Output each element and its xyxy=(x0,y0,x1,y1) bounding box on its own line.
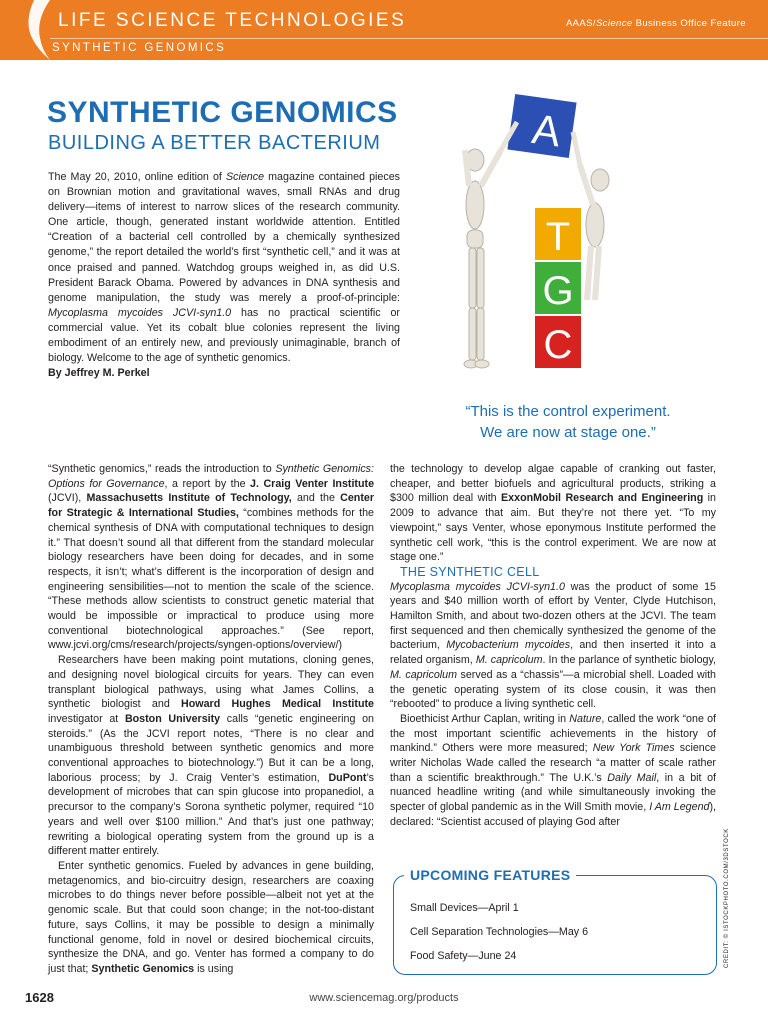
body-text: ), declared: “Scientist accused of playing God after xyxy=(390,801,716,828)
org-name: J. Craig Venter Institute xyxy=(250,477,375,490)
header-divider xyxy=(50,38,768,39)
body-text: Enter synthetic genomics. Fueled by advances in gene building, metagenomics, and bio-circuitry design, researchers are coaxing microbes to do things never before possible—albeit not yet at the genomic scale. But that could soon change; in the not-too-distant future, says Collins, it may be possible to design a minimally functional genome, fold in novel or desired biochemical circuits, synthesize the DNA, and go. Venter has formed a company to do just that; xyxy=(48,859,374,975)
upcoming-features-title: UPCOMING FEATURES xyxy=(404,867,576,883)
species-name: M. capricolum xyxy=(390,668,458,681)
org-name: DuPont xyxy=(328,771,367,784)
body-text: , a report by the xyxy=(164,477,251,490)
body-text: “combines methods for the chemical synthesis of DNA with computational techniques to design it.” That doesn’t sound all that different from the standard molecular biology researchers have been doing for decades, and in some respects, it isn’t; what’s different is the incorporation of design and engineering sensibilities—not to mention the scale of the science. “These methods allow scientists to construct genetic material that would be impossible or impractical to produce using more conventional biotechnological approaches.” (See report, www.jcvi.org/cms/research/projects/syngen-options/overview/) xyxy=(48,507,374,652)
org-name: ExxonMobil Research and Engineering xyxy=(501,492,704,505)
article-intro xyxy=(48,170,400,381)
photo-credit: CREDIT: © ISTOCKPHOTO.COM/3DSTOCK xyxy=(724,828,730,968)
intro-text: magazine contained pieces on Brownian motion and gravitational waves, small RNAs and drug delivery—items of interest to narrow slices of the research community. One article, though, generated instant worldwide attention. Entitled “Creation of a bacterial cell controlled by a chemically synthesized genome,” the report detailed the world’s first “synthetic cell,” and it was at once praised and panned. Watchdog groups weighed in, as did U.S. President Barack Obama. Powered by advances in DNA synthesis and genome manipulation, the study was merely a proof-of-principle: xyxy=(48,171,400,304)
body-column-left xyxy=(48,462,374,977)
body-text: served as a “chassis”—a microbial shell. Loaded with the genetic operating system of its close cousin, it was then “rebooted” to produce a living synthetic cell. xyxy=(390,668,716,711)
upcoming-feature-item: Food Safety—June 24 xyxy=(410,950,517,962)
page-curl-graphic xyxy=(22,0,50,60)
page-number: 1628 xyxy=(25,990,54,1005)
org-name: Boston University xyxy=(124,712,221,725)
section-title: LIFE SCIENCE TECHNOLOGIES xyxy=(58,10,407,31)
mannequin-left xyxy=(464,122,517,368)
org-name: Center for Strategic & International Studies, xyxy=(48,492,374,520)
publication-name: Nature xyxy=(569,712,602,725)
block-a-letter: A xyxy=(529,104,564,156)
org-name: Synthetic Genomics xyxy=(91,962,195,975)
footer-url: www.sciencemag.org/products xyxy=(309,992,459,1004)
body-text: the technology to develop algae capable of cranking out faster, cheaper, and better biofuels and agricultural products, striking a $300 million deal with xyxy=(390,463,716,505)
body-paragraph xyxy=(390,462,716,565)
feature-label-journal: Science xyxy=(595,18,633,29)
body-text: , in a bit of nuanced headline writing (and while simultaneously invoking the specter of global pandemic as in the Will Smith movie, xyxy=(390,771,716,814)
section-header-band xyxy=(0,0,768,60)
body-text: calls “genetic engineering on steroids.” (As the JCVI report notes, “There is no clear and unambiguous threshold between synthetic genomics and more conventional approaches to biotechnology.”) But it can be a long, laborious process; by J. Craig Venter’s estimation, xyxy=(48,712,374,784)
species-name: Mycoplasma mycoides JCVI-syn1.0 xyxy=(390,580,565,593)
body-text: is using xyxy=(194,962,234,975)
feature-label-prefix: AAAS/ xyxy=(565,18,596,29)
body-text: was the product of some 15 years and $40 million worth of effort by Venter, Clyde Hutchison, Hamilton Smith, and about two-dozen others at the JCVI. The team first sequenced and then chemically synthesized the genome of the bacterium, xyxy=(390,580,716,652)
body-paragraph xyxy=(48,859,374,977)
block-g xyxy=(535,262,581,314)
feature-label-suffix: Business Office Feature xyxy=(632,18,746,29)
block-c-letter: C xyxy=(543,323,573,367)
subsection-label: SYNTHETIC GENOMICS xyxy=(52,42,227,54)
byline: By Jeffrey M. Perkel xyxy=(48,367,150,380)
upcoming-feature-item: Cell Separation Technologies—May 6 xyxy=(410,926,589,938)
publication-name: New York Times xyxy=(592,742,675,755)
publication-name: Daily Mail xyxy=(607,771,657,784)
mannequin-blocks-illustration xyxy=(455,90,615,390)
body-paragraph xyxy=(48,653,374,859)
species-name: Mycobacterium mycoides xyxy=(446,639,571,652)
intro-text: The May 20, 2010, online edition of xyxy=(48,171,226,183)
body-paragraph xyxy=(48,462,374,653)
org-name: Massachusetts Institute of Technology, xyxy=(86,492,292,505)
body-text: science writer Nicholas Wade called the research “a matter of scale rather than a scientific breakthrough.” The U.K.’s xyxy=(390,742,716,784)
block-t xyxy=(535,208,581,260)
body-text: , called the work “one of the most important scientific achievements in the history of mankind.” Others were more measured; xyxy=(390,712,717,755)
article-subtitle: BUILDING A BETTER BACTERIUM xyxy=(48,132,381,154)
upcoming-features-list xyxy=(410,896,588,968)
body-text: . In the parlance of synthetic biology, xyxy=(542,654,717,667)
body-column-right xyxy=(390,462,716,830)
intro-italic: Science xyxy=(226,171,265,183)
section-heading: THE SYNTHETIC CELL xyxy=(400,564,540,579)
pull-quote xyxy=(418,401,718,443)
species-name: M. capricolum xyxy=(475,654,543,667)
movie-title: I Am Legend xyxy=(649,801,710,814)
org-name: Howard Hughes Medical Institute xyxy=(181,698,374,711)
pull-quote-line: “This is the control experiment. xyxy=(465,403,671,420)
body-text: “Synthetic genomics,” reads the introduction to xyxy=(48,463,276,475)
body-text: Researchers have been making point mutations, cloning genes, and designing novel biological circuits for years. They can even transplant biological pathways, using what James Collins, a synthetic biologist and xyxy=(48,654,374,711)
pull-quote-line: We are now at stage one.” xyxy=(480,424,656,441)
block-c xyxy=(535,316,581,368)
block-t-letter: T xyxy=(545,215,571,259)
upcoming-features-box xyxy=(393,875,717,975)
body-paragraph xyxy=(390,712,716,830)
intro-paragraph xyxy=(48,170,400,366)
article-title: SYNTHETIC GENOMICS xyxy=(47,96,398,129)
body-text: and the xyxy=(291,492,341,505)
body-text: ’s development of microbes that can spin glucose into propanediol, a precursor to the company’s Sorona synthetic polymer, required “10 years and well over $100 million.” And that’s just one pathway; rewriting a biological operating system from the ground up is a different matter entirely. xyxy=(48,771,374,858)
body-text: in 2009 to advance that aim. But they’re not there yet. “To my viewpoint,” says Venter, whose eponymous Institute performed the synthetic cell work, “this is the control experiment. We are now at stage one.” xyxy=(390,492,716,564)
feature-label xyxy=(566,18,746,29)
body-paragraph xyxy=(390,580,716,712)
report-title: Synthetic Genomics: Options for Governance xyxy=(48,463,374,490)
intro-italic: Mycoplasma mycoides JCVI-syn1.0 xyxy=(48,306,232,319)
block-a xyxy=(507,94,576,158)
body-text: (JCVI), xyxy=(48,492,87,505)
body-text: Bioethicist Arthur Caplan, writing in xyxy=(400,712,570,725)
block-g-letter: G xyxy=(542,269,574,313)
upcoming-feature-item: Small Devices—April 1 xyxy=(410,902,519,914)
intro-text: has no practical scientific or commercial value. Yet its cobalt blue colonies represent the living embodiment of an entirely new, and previously unimaginable, branch of biology. Welcome to the age of synthetic genomics. xyxy=(48,306,400,365)
body-text: investigator at xyxy=(48,712,125,725)
body-text: , and then inserted it into a related organism, xyxy=(390,639,716,667)
